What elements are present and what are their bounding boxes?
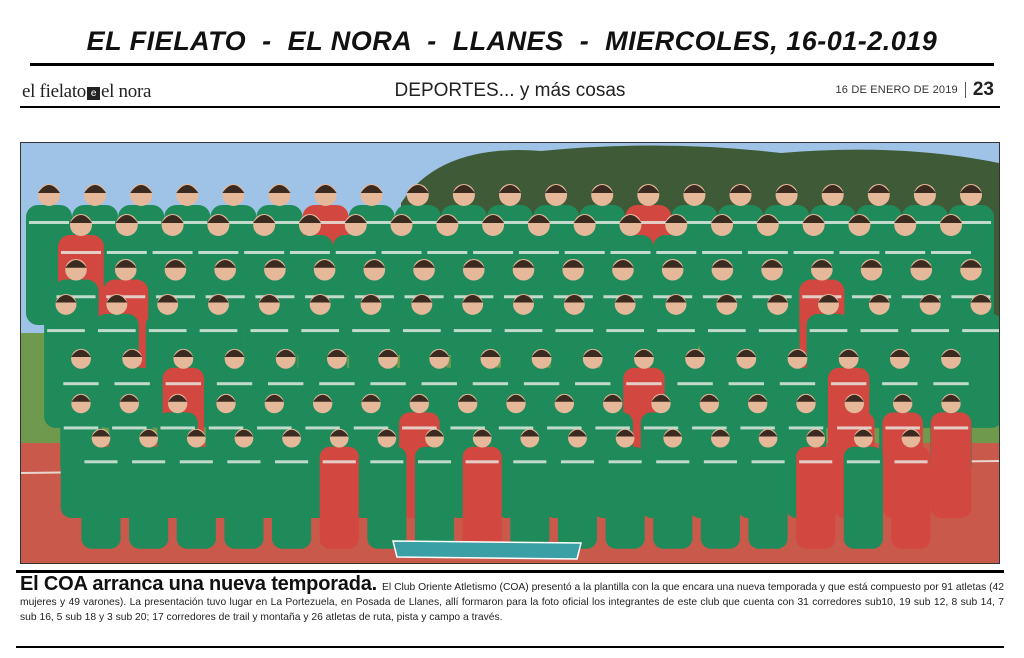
jacket-stripe — [799, 460, 832, 463]
article-title: El COA arranca una nueva temporada. — [20, 573, 378, 595]
jacket-stripe — [702, 251, 742, 254]
jacket-stripe — [839, 251, 879, 254]
jacket-stripe — [403, 329, 441, 332]
jacket-stripe — [729, 382, 764, 385]
jacket-stripe — [794, 251, 834, 254]
jacket-stripe — [626, 382, 661, 385]
page-headline: EL FIELATO - EL NORA - LLANES - MIERCOLES, 16-01-2.019 — [86, 26, 938, 56]
jacket-stripe — [323, 460, 356, 463]
jacket-stripe — [370, 460, 403, 463]
jacket-stripe — [422, 382, 457, 385]
club-banner — [393, 541, 581, 559]
jacket-stripe — [962, 329, 999, 332]
team-photo — [20, 142, 1000, 564]
jacket-stripe — [47, 329, 85, 332]
jacket-stripe — [933, 382, 968, 385]
jacket-stripe — [524, 382, 559, 385]
jacket-stripe — [780, 382, 815, 385]
section-title: DEPORTES... y más cosas — [394, 80, 626, 101]
jacket-stripe — [606, 329, 644, 332]
jacket-stripe — [275, 460, 308, 463]
article-bottom-rule — [16, 646, 1004, 648]
jacket-stripe — [301, 329, 339, 332]
jacket-stripe — [505, 329, 543, 332]
jacket-stripe — [290, 251, 330, 254]
jacket-stripe — [555, 329, 593, 332]
jacket-stripe — [227, 460, 260, 463]
jacket-stripe — [473, 251, 513, 254]
team-photo-icon — [21, 143, 999, 563]
jacket-stripe — [98, 329, 136, 332]
jacket-stripe — [268, 382, 303, 385]
jacket-stripe — [198, 251, 238, 254]
masthead — [20, 76, 1000, 106]
jacket-stripe — [370, 382, 405, 385]
jacket-stripe — [740, 426, 774, 429]
jacket-stripe — [931, 251, 971, 254]
jacket-stripe — [561, 460, 594, 463]
jacket-stripe — [454, 329, 492, 332]
jacket-stripe — [519, 251, 559, 254]
jacket-stripe — [934, 426, 968, 429]
jacket-stripe — [166, 382, 201, 385]
jacket-stripe — [29, 221, 69, 224]
jacket-stripe — [61, 251, 101, 254]
headline-underline — [30, 63, 994, 66]
jacket-stripe — [847, 460, 880, 463]
article-body: El Club Oriente Atletismo (COA) presentó a la plantilla con la que encara una nueva temporada y que está compuesto por 91 atletas (42 mujeres y 49 varones). La presentación tuvo lugar en La Portezuela, en Posada de Llanes, allí formaron para la foto oficial los integrantes de este club que cuenta con 31 corredores sub10, 19 sub 12, 8 sub 14, 7 sub 16, 5 sub 18 y 3 sub 20; 17 corredores de trail y montaña y 26 atletas de ruta, pista y campo a través. — [20, 582, 1004, 623]
jacket-stripe — [752, 460, 785, 463]
jacket-stripe — [427, 251, 467, 254]
date-separator — [965, 82, 966, 98]
jacket-stripe — [656, 460, 689, 463]
jacket-stripe — [63, 382, 98, 385]
jacket-stripe — [160, 426, 194, 429]
jacket-stripe — [382, 251, 422, 254]
jacket-stripe — [107, 251, 147, 254]
jacket-stripe — [748, 251, 788, 254]
jacket-stripe — [132, 460, 165, 463]
jacket-stripe — [257, 426, 291, 429]
jacket-stripe — [418, 460, 451, 463]
jacket-stripe — [450, 426, 484, 429]
jacket-stripe — [513, 460, 546, 463]
jacket-stripe — [319, 382, 354, 385]
jacket-stripe — [911, 329, 949, 332]
jacket-stripe — [499, 426, 533, 429]
date-block — [835, 79, 994, 101]
jacket-stripe — [789, 426, 823, 429]
jacket-stripe — [885, 251, 925, 254]
jacket-stripe — [860, 329, 898, 332]
jacket-stripe — [200, 329, 238, 332]
jacket-stripe — [610, 251, 650, 254]
jacket-stripe — [473, 382, 508, 385]
logo-right-text: el nora — [101, 81, 152, 102]
jacket-stripe — [677, 382, 712, 385]
jacket-stripe — [114, 382, 149, 385]
jacket-stripe — [575, 382, 610, 385]
logo-left-text: el fielato — [22, 81, 86, 102]
page-number: 23 — [972, 79, 994, 100]
jacket-stripe — [882, 382, 917, 385]
jacket-stripe — [153, 251, 193, 254]
jacket-stripe — [354, 426, 388, 429]
jacket-stripe — [657, 329, 695, 332]
issue-date: 16 DE ENERO DE 2019 — [835, 84, 958, 96]
jacket-stripe — [837, 426, 871, 429]
jacket-stripe — [810, 329, 848, 332]
jacket-stripe — [305, 426, 339, 429]
jacket-stripe — [217, 382, 252, 385]
jacket-stripe — [112, 426, 146, 429]
jacket-stripe — [352, 329, 390, 332]
jacket-stripe — [656, 251, 696, 254]
jacket-stripe — [759, 329, 797, 332]
jacket-stripe — [402, 426, 436, 429]
jacket-stripe — [831, 382, 866, 385]
jacket-stripe — [180, 460, 213, 463]
jacket-stripe — [149, 329, 187, 332]
jacket-stripe — [64, 426, 98, 429]
article-caption — [20, 573, 1004, 625]
jacket-stripe — [336, 251, 376, 254]
jacket-stripe — [565, 251, 605, 254]
masthead-rule — [20, 106, 1000, 108]
jacket-stripe — [609, 460, 642, 463]
jacket-stripe — [885, 426, 919, 429]
jacket-stripe — [209, 426, 243, 429]
jacket-stripe — [704, 460, 737, 463]
jacket-stripe — [894, 460, 927, 463]
jacket-stripe — [84, 460, 117, 463]
jacket-stripe — [244, 251, 284, 254]
jacket-stripe — [708, 329, 746, 332]
jacket-stripe — [466, 460, 499, 463]
logo-mark-icon: e — [87, 87, 100, 100]
jacket-stripe — [250, 329, 288, 332]
